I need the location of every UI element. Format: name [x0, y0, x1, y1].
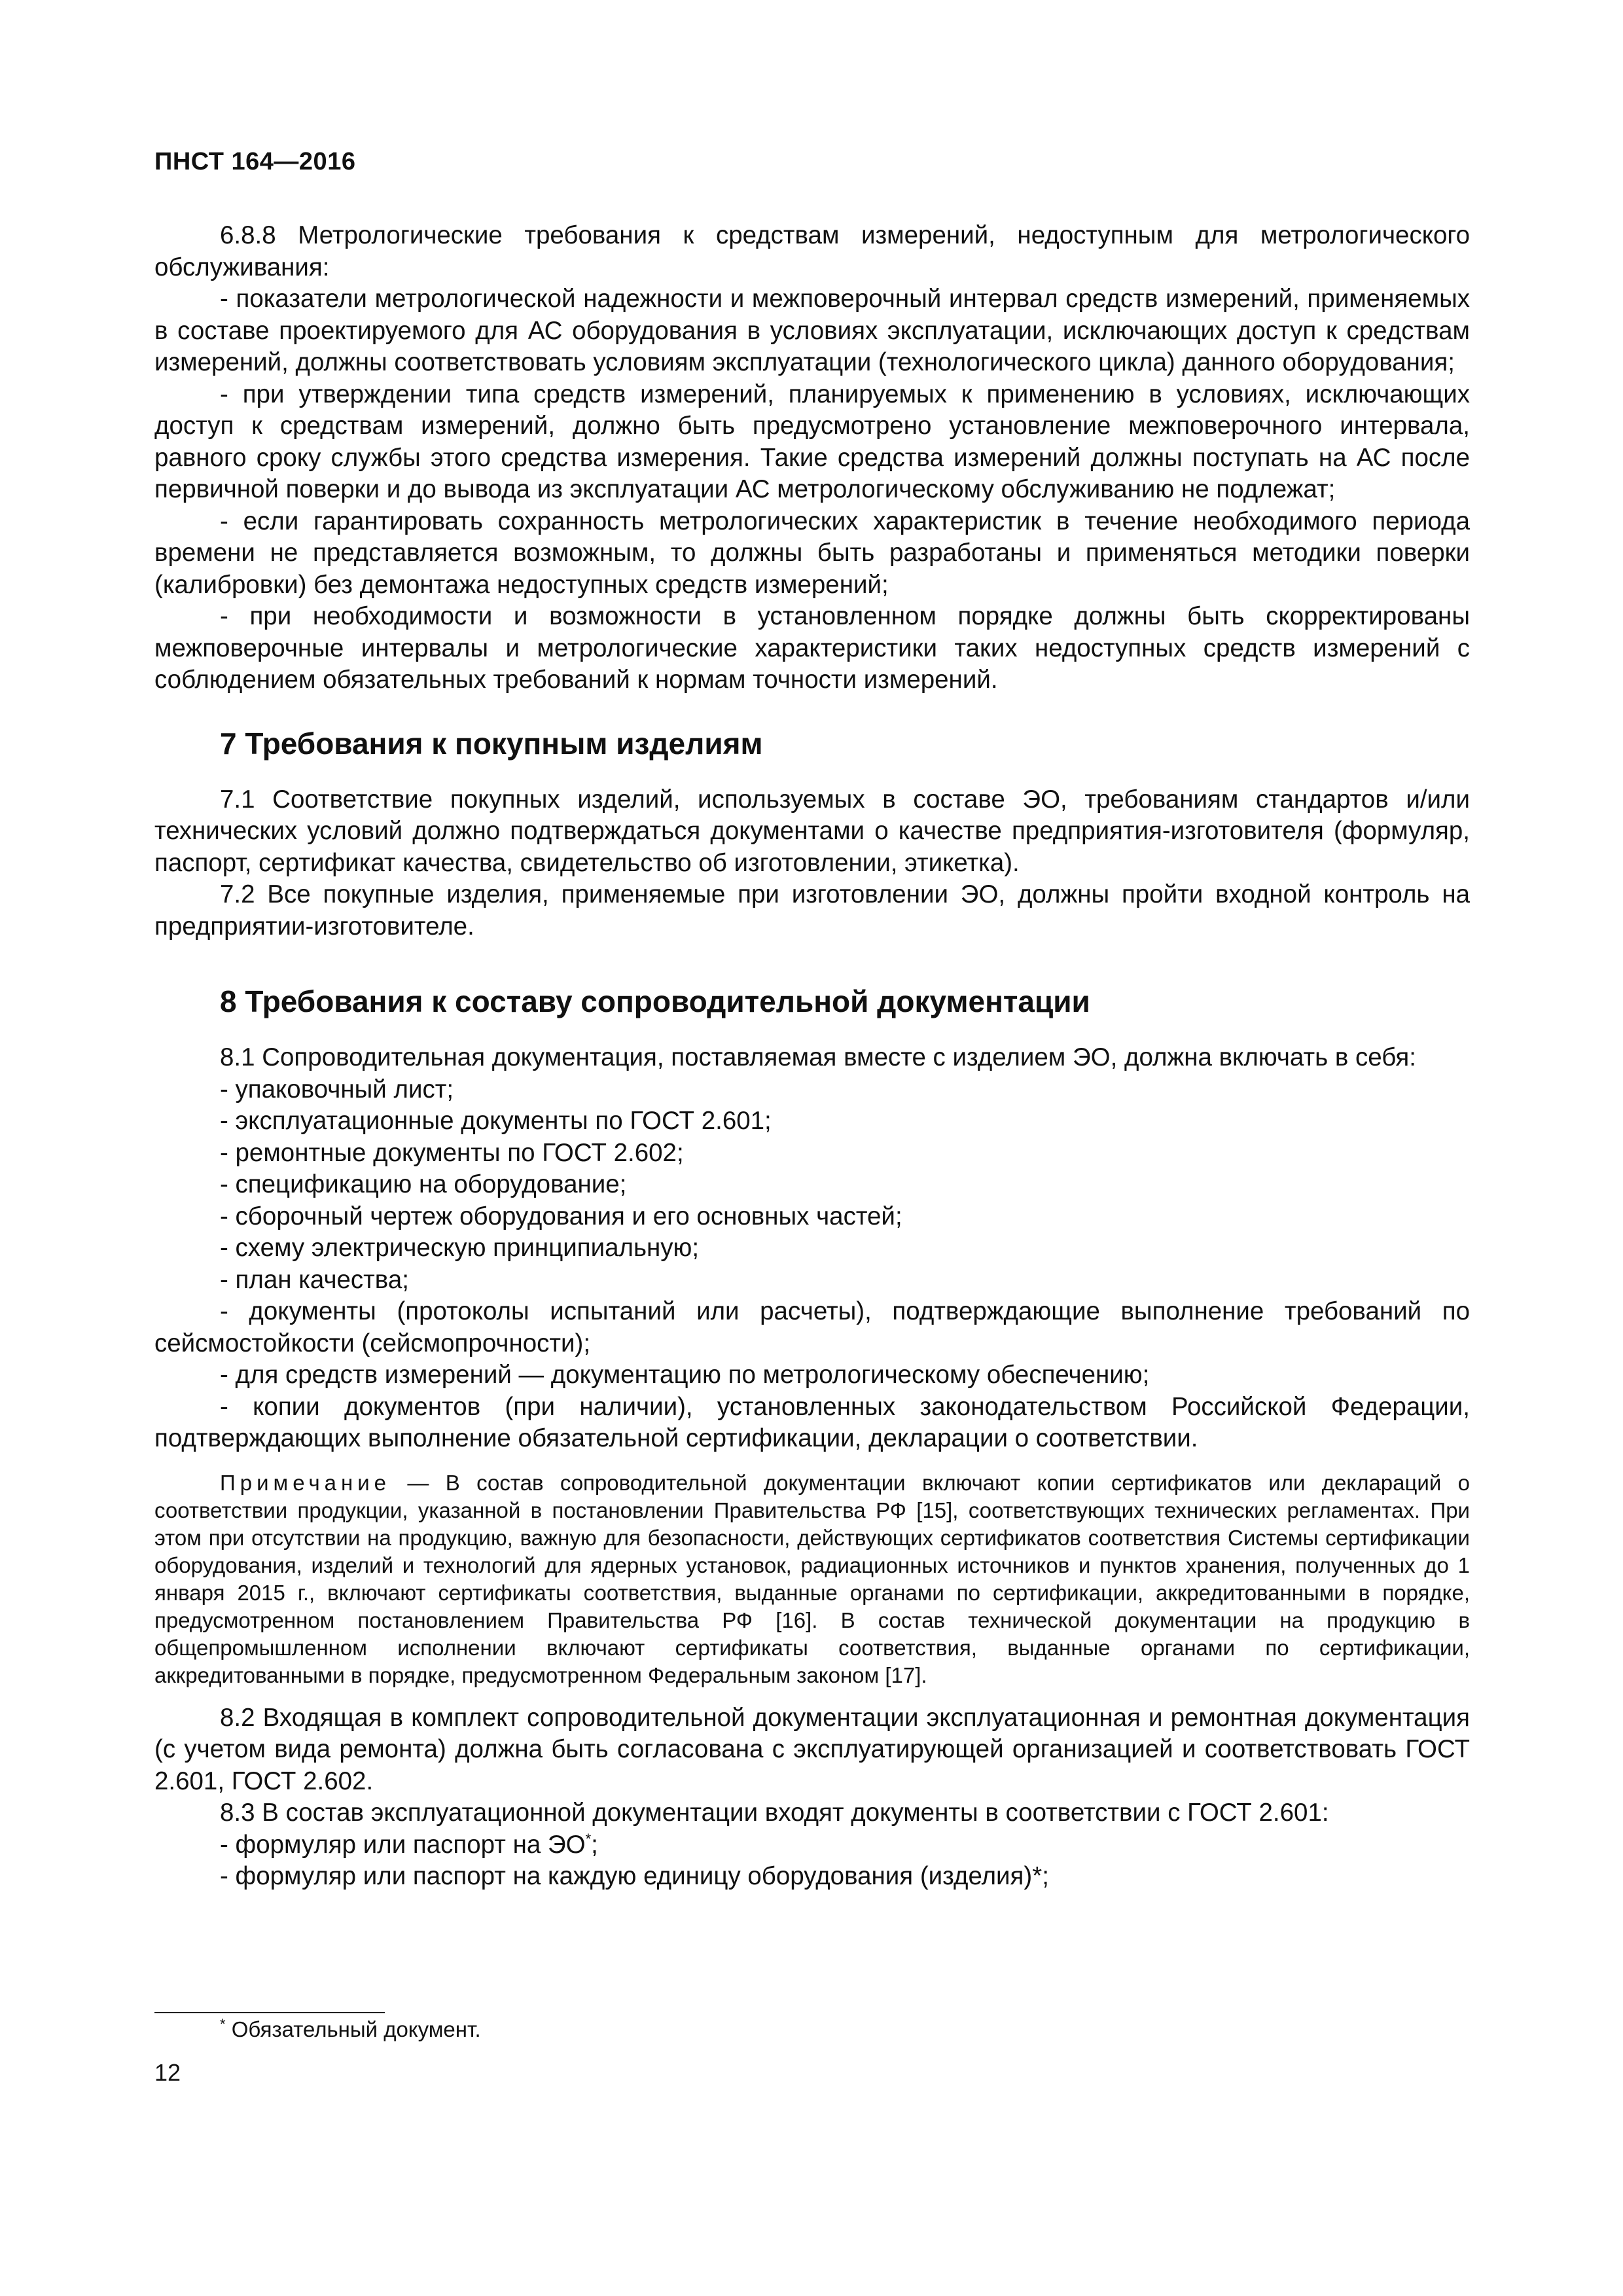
page-number: 12: [154, 2059, 181, 2086]
list-item-6-8-8-3: - если гарантировать сохранность метрологических характеристик в течение необходимого периода времени не представляется возможным, то должны быть разработаны и применяться методики поверки (калибровки) без демонтажа недоступных средств измерений;: [154, 507, 1470, 599]
list-item-8-1-7: - план качества;: [220, 1265, 409, 1294]
footnote-mark: *: [220, 2016, 226, 2032]
section-7-heading: 7 Требования к покупным изделиям: [220, 726, 763, 761]
list-item-8-1-6: - схему электрическую принципиальную;: [220, 1234, 700, 1262]
list-item-8-3-2: - формуляр или паспорт на каждую единицу оборудования (изделия)*;: [220, 1862, 1049, 1890]
footnote: [220, 2016, 481, 2043]
list-item-8-3-1: [154, 1829, 1470, 1861]
list-item-8-1-10: - копии документов (при наличии), установленных законодательством Российской Федерации, подтверждающих выполнение обязательной сертификации, декларации о соответствии.: [154, 1392, 1470, 1452]
list-item-8-1-1: - упаковочный лист;: [220, 1075, 454, 1103]
footnote-text: Обязательный документ.: [225, 2017, 481, 2041]
paragraph-7-2: 7.2 Все покупные изделия, применяемые при изготовлении ЭО, должны пройти входной контроль на предприятии-изготовителе.: [154, 880, 1470, 941]
list-item-6-8-8-4: - при необходимости и возможности в установленном порядке должны быть скорректированы межповерочные интервалы и метрологические характеристики таких недоступных средств измерений с соблюдением обязательных требований к нормам точности измерений.: [154, 602, 1470, 694]
list-item-8-1-3: - ремонтные документы по ГОСТ 2.602;: [220, 1138, 684, 1167]
note-block: [154, 1469, 1470, 1689]
list-item-8-1-5: - сборочный чертеж оборудования и его основных частей;: [220, 1202, 902, 1230]
list-item-6-8-8-2: - при утверждении типа средств измерений, планируемых к применению в условиях, исключающих доступ к средствам измерений, должно быть предусмотрено установление межповерочного интервала, равного сроку службы этого средства измерения. Такие средства измерений должны поступать на АС после первичной поверки и до вывода из эксплуатации АС метрологическому обслуживанию не подлежат;: [154, 380, 1470, 503]
note-dash: —: [391, 1470, 446, 1495]
paragraph-6-8-8-intro: 6.8.8 Метрологические требования к средствам измерений, недоступным для метрологического обслуживания:: [154, 221, 1470, 281]
page-content: [154, 220, 1470, 1893]
paragraph-8-1-intro: 8.1 Сопроводительная документация, поставляемая вместе с изделием ЭО, должна включать в себя:: [220, 1043, 1416, 1071]
document-code-header: ПНСТ 164—2016: [154, 148, 356, 175]
paragraph-8-3-intro: 8.3 В состав эксплуатационной документации входят документы в соответствии с ГОСТ 2.601:: [220, 1799, 1329, 1827]
paragraph-7-1: 7.1 Соответствие покупных изделий, используемых в составе ЭО, требованиям стандартов и/или технических условий должно подтверждаться документами о качестве предприятия-изготовителя (формуляр, паспорт, сертификат качества, свидетельство об изготовлении, этикетка).: [154, 785, 1470, 877]
list-item-8-1-9: - для средств измерений — документацию по метрологическому обеспечению;: [220, 1361, 1150, 1389]
note-label: Примечание: [220, 1470, 391, 1495]
list-item-8-3-1-text: - формуляр или паспорт на ЭО: [220, 1830, 586, 1859]
list-item-8-3-1-end: ;: [591, 1830, 598, 1859]
paragraph-8-2: 8.2 Входящая в комплект сопроводительной документации эксплуатационная и ремонтная документация (с учетом вида ремонта) должна быть согласована с эксплуатирующей организацией и соответствовать ГОСТ 2.601, ГОСТ 2.602.: [154, 1703, 1470, 1795]
list-item-8-1-8: - документы (протоколы испытаний или расчеты), подтверждающие выполнение требований по сейсмостойкости (сейсмопрочности);: [154, 1297, 1470, 1357]
note-text: В состав сопроводительной документации включают копии сертификатов или деклараций о соответствии продукции, указанной в постановлении Правительства РФ [15], соответствующих технических регламентах. При этом при отсутствии на продукцию, важную для безопасности, действующих сертификатов соответствия Системы сертификации оборудования, изделий и технологий для ядерных установок, радиационных источников и пунктов хранения, полученных до 1 января 2015 г., включают сертификаты соответствия, выданные органами по сертификации, аккредитованными в порядке, предусмотренном постановлением Правительства РФ [16]. В состав технической документации на продукцию в общепромышленном исполнении включают сертификаты соответствия, выданные органами по сертификации, аккредитованными в порядке, предусмотренном Федеральным законом [17].: [154, 1470, 1471, 1687]
list-item-8-1-2: - эксплуатационные документы по ГОСТ 2.601;: [220, 1107, 772, 1135]
section-8-heading: 8 Требования к составу сопроводительной документации: [220, 984, 1090, 1018]
list-item-8-1-4: - спецификацию на оборудование;: [220, 1170, 627, 1198]
list-item-6-8-8-1: - показатели метрологической надежности и межповерочный интервал средств измерений, применяемых в составе проектируемого для АС оборудования в условиях эксплуатации, исключающих доступ к средствам измерений, должны соответствовать условиям эксплуатации (технологического цикла) данного оборудования;: [154, 285, 1470, 376]
footnote-reference-mark[interactable]: *: [585, 1830, 592, 1847]
footnote-separator: [154, 2012, 385, 2013]
